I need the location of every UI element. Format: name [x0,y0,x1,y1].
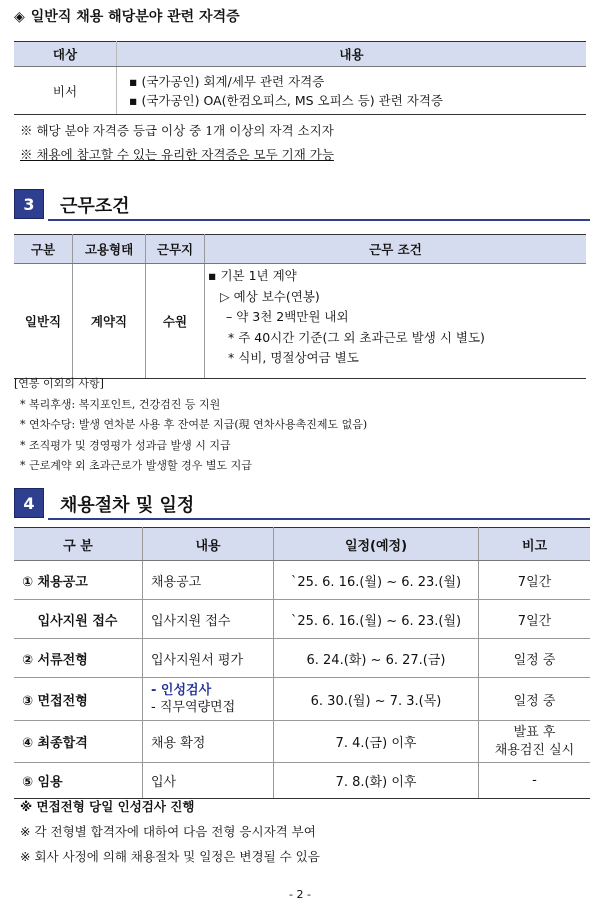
sched-date: 7. 8.(화) 이후 [274,763,479,799]
cert-target: 비서 [14,67,117,115]
sched-date: 6. 24.(화) ~ 6. 27.(금) [274,639,479,678]
sched-date: `25. 6. 16.(월) ~ 6. 23.(월) [274,561,479,600]
sched-content: 채용 확정 [143,721,274,763]
table-row [14,721,590,763]
sched-header-remark: 비고 [479,528,591,561]
wc-header-location: 근무지 [146,235,205,264]
section4-header [14,488,590,518]
extras-item: * 근로계약 외 초과근로가 발생할 경우 별도 지급 [20,459,252,472]
cert-header-target: 대상 [14,42,117,67]
extras-title: [연봉 이외의 사항] [14,377,104,390]
table-row [14,600,590,639]
sched-content: 입사지원 접수 [143,600,274,639]
work-conditions-table [14,234,586,379]
wc-condition-line: – 약 3천 2백만원 내외 [226,309,349,324]
sched-step: ② 서류전형 [14,639,143,678]
cert-note-2: ※ 채용에 참고할 수 있는 유리한 자격증은 모두 기재 가능 [20,147,334,162]
sched-date: 6. 30.(월) ~ 7. 3.(목) [274,678,479,721]
wc-conditions [205,264,587,379]
sched-remark-line: 채용검진 실시 [494,742,575,758]
wc-employment: 계약직 [73,264,146,379]
wc-header-category: 구분 [14,235,73,264]
table-row [14,678,590,721]
section4-underline [48,518,590,520]
extras-item: * 조직평가 및 경영평가 성과급 발생 시 지급 [20,438,231,452]
sched-remark: 일정 중 [479,639,591,678]
sched-remark-line: 발표 후 [513,724,556,740]
sched-remark: 일정 중 [479,678,591,721]
section3-header [14,189,590,219]
wc-condition-line: * 주 40시간 기준(그 외 초과근로 발생 시 별도) [228,329,485,345]
schedule-table [14,527,590,799]
sched-remark: - [479,763,591,799]
cert-title-text: 일반직 채용 해당분야 관련 자격증 [30,9,240,25]
schedule-note-2: ※ 각 전형별 합격자에 대하여 다음 전형 응시자격 부여 [20,824,316,839]
sched-step: 입사지원 접수 [14,600,143,639]
sched-header-step: 구 분 [14,528,143,561]
sched-remark: 7일간 [479,600,591,639]
table-row [14,561,590,600]
extras-list [14,374,367,477]
cert-item: ▪ (국가공인) 회계/세무 관련 자격증 [129,73,325,89]
sched-header-content: 내용 [143,528,274,561]
sched-step: ④ 최종합격 [14,721,143,763]
wc-category: 일반직 [14,264,73,379]
sched-content-line: - 직무역량면접 [151,700,236,715]
sched-date: 7. 4.(금) 이후 [274,721,479,763]
sched-step: ① 채용공고 [14,561,143,600]
sched-step: ⑤ 임용 [14,763,143,799]
wc-location: 수원 [146,264,205,379]
cert-note-1: ※ 해당 분야 자격증 등급 이상 중 1개 이상의 자격 소지자 [20,123,334,138]
section3-number: 3 [14,189,44,219]
schedule-note-1: ※ 면접전형 당일 인성검사 진행 [20,799,195,814]
sched-content: 입사지원서 평가 [143,639,274,678]
table-row [14,639,590,678]
sched-remark: 7일간 [479,561,591,600]
wc-condition-line: ▷ 예상 보수(연봉) [220,288,320,304]
sched-step: ③ 면접전형 [14,678,143,721]
extras-item: * 연차수당: 발생 연차분 사용 후 잔여분 지급(現 연차사용촉진제도 없음) [20,418,368,431]
wc-condition-line: * 식비, 명절상여금 별도 [228,350,359,365]
sched-content: 입사 [143,763,274,799]
wc-header-conditions: 근무 조건 [205,235,587,264]
sched-content [143,678,274,721]
section3-underline [48,219,590,221]
wc-condition-line: ▪ 기본 1년 계약 [208,268,297,283]
section4-number: 4 [14,488,44,518]
cert-item: ▪ (국가공인) OA(한컴오피스, MS 오피스 등) 관련 자격증 [129,92,444,108]
sched-header-schedule: 일정(예정) [274,528,479,561]
section3-title: 근무조건 [60,196,130,217]
diamond-icon: ◈ [14,9,25,25]
section4-title: 채용절차 및 일정 [60,495,195,516]
cert-section-title [14,6,240,26]
cert-table [14,41,586,115]
sched-date: `25. 6. 16.(월) ~ 6. 23.(월) [274,600,479,639]
cert-items [117,67,587,115]
sched-remark [479,721,591,763]
cert-header-content: 내용 [117,42,587,67]
page-number: - 2 - [289,888,311,901]
sched-content: 채용공고 [143,561,274,600]
schedule-note-3: ※ 회사 사정에 의해 채용절차 및 일정은 변경될 수 있음 [20,849,320,864]
sched-content-line: - 인성검사 [151,683,212,698]
extras-item: * 복리후생: 복지포인트, 건강검진 등 지원 [20,397,221,411]
wc-header-employment: 고용형태 [73,235,146,264]
table-row [14,763,590,799]
